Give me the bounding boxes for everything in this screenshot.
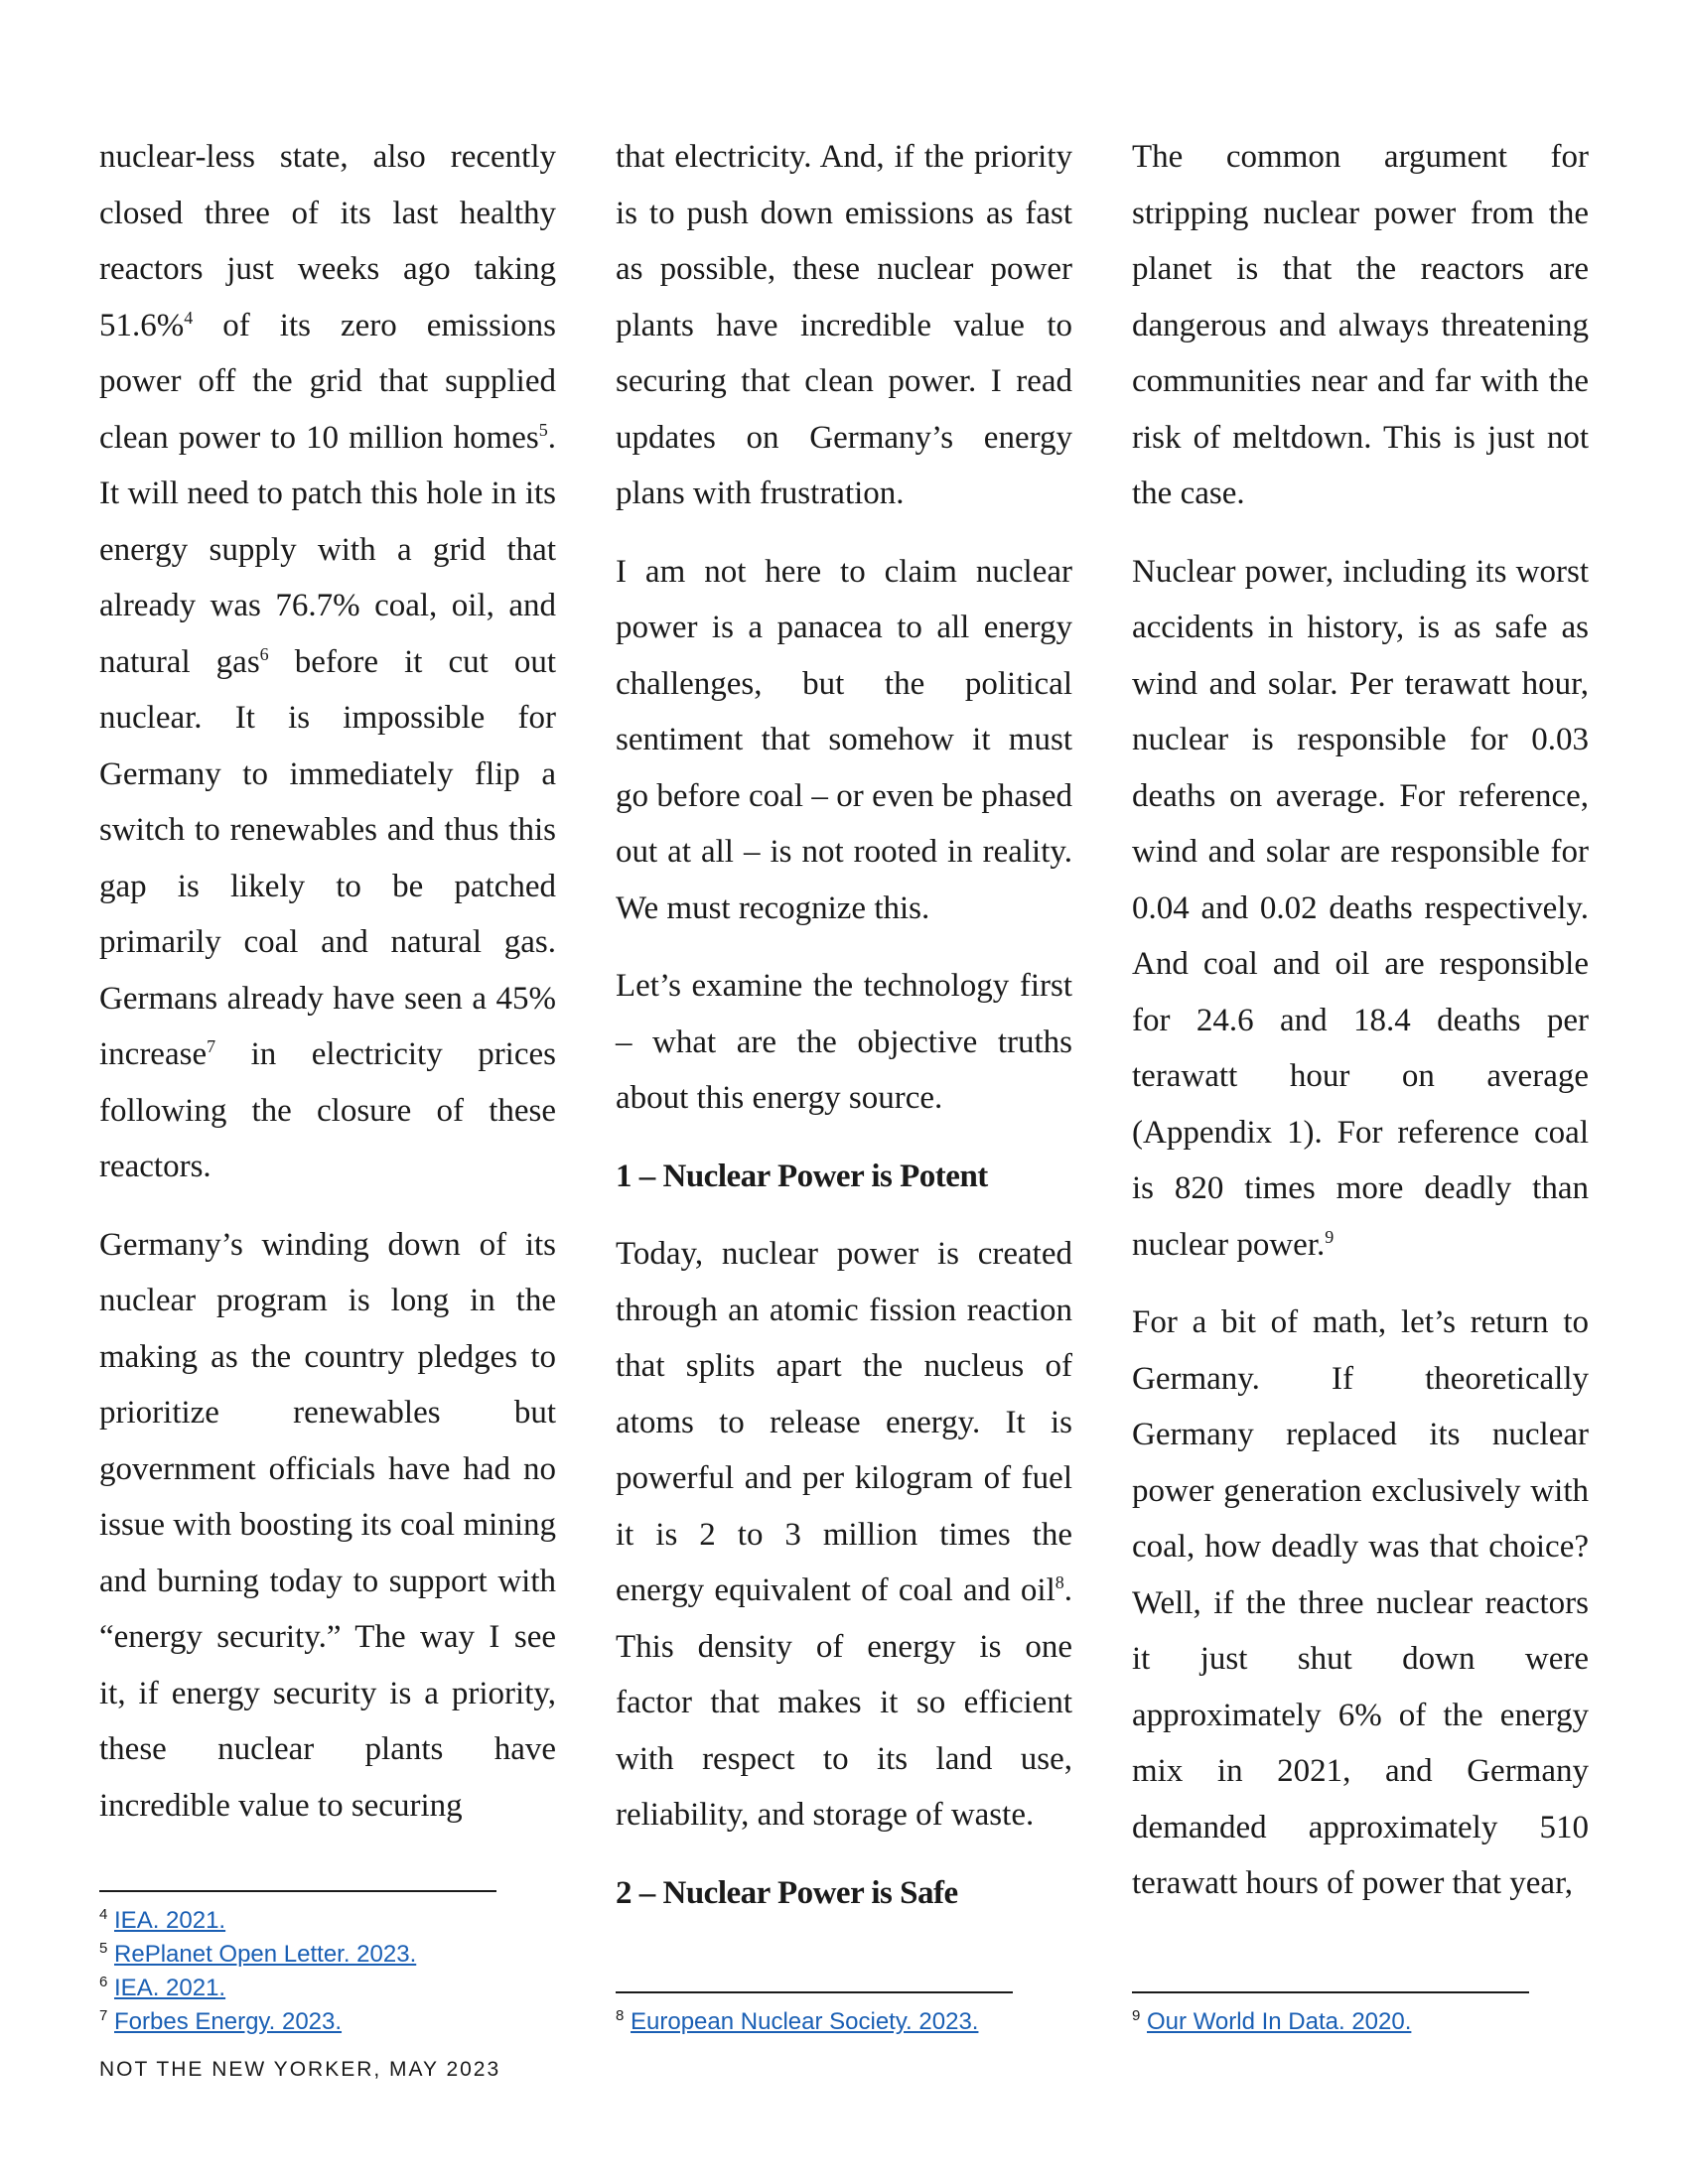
paragraph: Let’s examine the technology first – what are the objective truths about this energy source.: [616, 968, 1072, 1116]
article-column-1: [99, 129, 556, 1834]
page-footer: NOT THE NEW YORKER, MAY 2023: [99, 2058, 501, 2081]
footnotes-col2: [616, 2005, 978, 2039]
paragraph: Nuclear power, including its worst accidents in history, is as safe as wind and solar. Per terawatt hour, nuclear is responsible for 0.03 deaths on average. For reference, wind and solar are responsible for 0.04 and 0.02 deaths respectively. And coal and oil are responsible for 24.6 and 18.4 deaths per terawatt hour on average (Appendix 1). For reference coal is 820 times more deadly than nuclear power.$^9$: [1132, 553, 1589, 1263]
footnote-link[interactable]: IEA. 2021.: [114, 1975, 226, 2001]
footnote-link[interactable]: RePlanet Open Letter. 2023.: [114, 1941, 417, 1968]
footnote: $^9$ Our World In Data. 2020.: [1132, 2007, 1412, 2035]
footnote-ref[interactable]: 8: [1055, 1572, 1064, 1592]
footnote-ref[interactable]: 6: [259, 643, 269, 664]
paragraph: I am not here to claim nuclear power is a panacea to all energy challenges, but the political sentiment that somehow it must go before coal – or even be phased out at all – is not rooted in reality. We must recognize this.: [616, 553, 1072, 926]
paragraph: Today, nuclear power is created through an atomic fission reaction that splits apart the nucleus of atoms to release energy. It is powerful and per kilogram of fuel it is 2 to 3 million times the energy equivalent of coal and oil$^8$. This density of energy is one factor that makes it so efficient with respect to its land use, reliability, and storage of waste.: [616, 1236, 1072, 1833]
paragraph: that electricity. And, if the priority is to push down emissions as fast as possible, these nuclear power plants have incredible value to securing that clean power. I read updates on Germany’s energy plans with frustration.: [616, 139, 1072, 511]
footnote-ref[interactable]: 7: [207, 1036, 216, 1056]
footnote-ref[interactable]: 9: [1325, 1226, 1335, 1247]
footnote: $^4$ IEA. 2021.: [99, 1906, 226, 1934]
footnote: $^7$ Forbes Energy. 2023.: [99, 2007, 343, 2035]
paragraph: The common argument for stripping nuclear power from the planet is that the reactors are dangerous and always threatening communities near and far with the risk of meltdown. This is just not the case.: [1132, 139, 1589, 511]
footnote-link[interactable]: Our World In Data. 2020.: [1147, 2008, 1412, 2035]
article-column-3: [1132, 129, 1589, 1912]
footnote-link[interactable]: European Nuclear Society. 2023.: [631, 2008, 979, 2035]
footnote-link[interactable]: IEA. 2021.: [114, 1907, 226, 1934]
footnote-divider: [99, 1890, 496, 1892]
footnote-ref[interactable]: 5: [538, 419, 548, 440]
section-heading: 1 – Nuclear Power is Potent: [616, 1158, 988, 1194]
section-heading: 2 – Nuclear Power is Safe: [616, 1874, 958, 1911]
paragraph: For a bit of math, let’s return to Germany. If theoretically Germany replaced its nuclear power generation exclusively with coal, how deadly was that choice? Well, if the three nuclear reactors it just shut down were approximately 6% of the energy mix in 2021, and Germany demanded approximately 510 terawatt hours of power that year,: [1132, 1304, 1589, 1901]
footnote: $^6$ IEA. 2021.: [99, 1974, 226, 2001]
paragraph: nuclear-less state, also recently closed three of its last healthy reactors just weeks ago taking 51.6%$^4$ of its zero emissions power off the grid that supplied clean power to 10 million homes$^5$. It will need to patch this hole in its energy supply with a grid that already was 76.7% coal, oil, and natural gas$^6$ before it cut out nuclear. It is impossible for Germany to immediately flip a switch to renewables and thus this gap is likely to be patched primarily coal and natural gas. Germans already have seen a 45% increase$^7$ in electricity prices following the closure of these reactors.: [99, 139, 557, 1184]
footnotes-col1: [99, 1904, 416, 2039]
footnote-ref[interactable]: 4: [184, 307, 194, 328]
footnote-divider: [1132, 1991, 1529, 1993]
footnote: $^8$ European Nuclear Society. 2023.: [616, 2007, 979, 2035]
article-column-2: [616, 129, 1072, 1943]
footnotes-col3: [1132, 2005, 1411, 2039]
paragraph: Germany’s winding down of its nuclear program is long in the making as the country pledges to prioritize renewables but government officials have had no issue with boosting its coal mining and burning today to support with “energy security.” The way I see it, if energy security is a priority, these nuclear plants have incredible value to securing: [99, 1226, 556, 1824]
footnote-link[interactable]: Forbes Energy. 2023.: [114, 2008, 343, 2035]
footnote: $^5$ RePlanet Open Letter. 2023.: [99, 1940, 417, 1968]
footnote-divider: [616, 1991, 1013, 1993]
